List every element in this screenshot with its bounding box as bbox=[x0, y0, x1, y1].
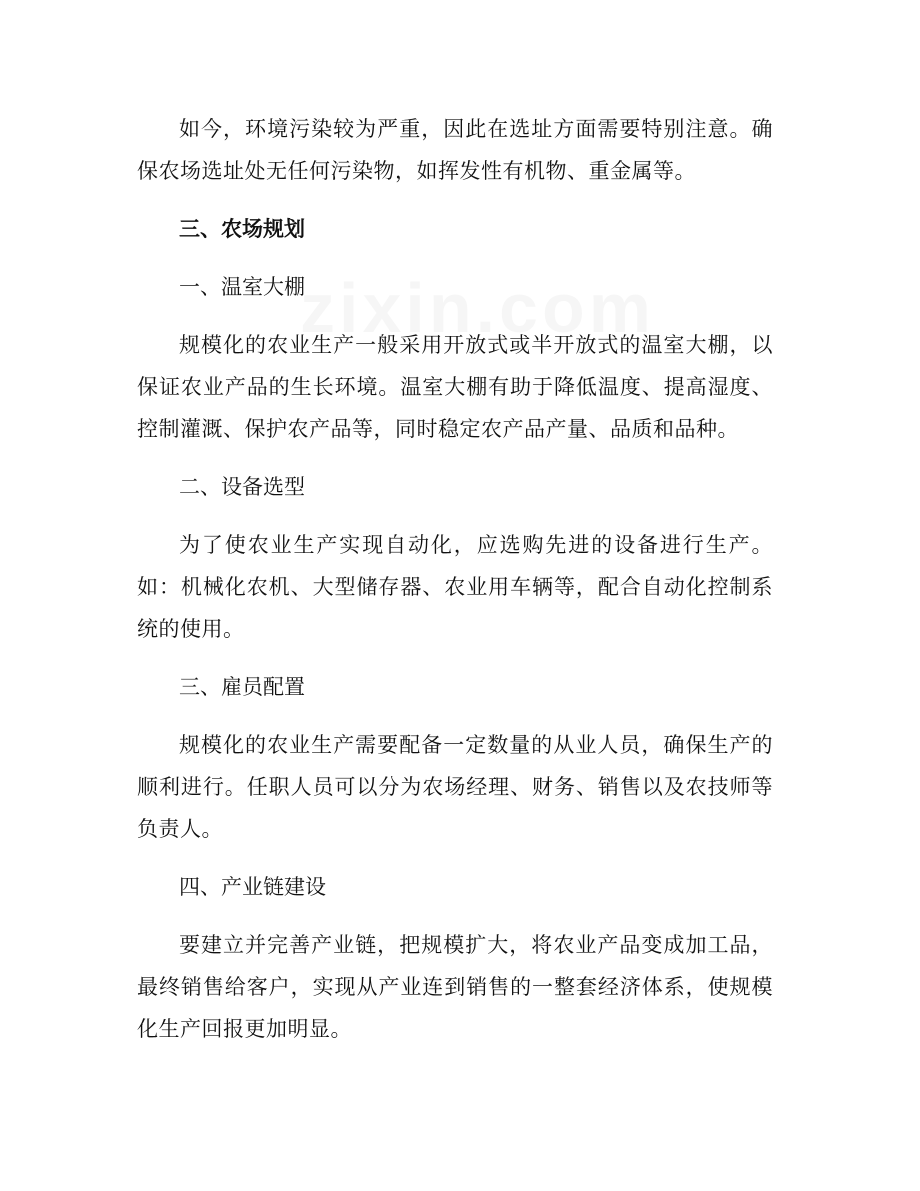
subheading-staffing: 三、雇员配置 bbox=[179, 675, 305, 699]
section-heading-farm-planning: 三、农场规划 bbox=[179, 217, 305, 241]
subheading-greenhouse: 一、温室大棚 bbox=[179, 275, 305, 299]
paragraph-industry-chain: 要建立并完善产业链，把规模扩大，将农业产品变成加工品，最终销售给客户，实现从产业连到销售的一整套经济体系，使规模化生产回报更加明显。 bbox=[137, 933, 773, 1041]
paragraph-site-selection: 如今，环境污染较为严重，因此在选址方面需要特别注意。确保农场选址处无任何污染物，如挥发性有机物、重金属等。 bbox=[137, 117, 773, 183]
subheading-industry-chain: 四、产业链建设 bbox=[179, 875, 326, 899]
paragraph-gap bbox=[137, 908, 773, 924]
paragraph-gap bbox=[137, 850, 773, 866]
subheading-equipment: 二、设备选型 bbox=[179, 475, 305, 499]
paragraph-gap bbox=[137, 508, 773, 524]
paragraph-equipment: 为了使农业生产实现自动化，应选购先进的设备进行生产。如：机械化农机、大型储存器、农业用车辆等，配合自动化控制系统的使用。 bbox=[137, 533, 773, 641]
paragraph-gap bbox=[137, 250, 773, 266]
paragraph-gap bbox=[137, 308, 773, 324]
paragraph-gap bbox=[137, 450, 773, 466]
paragraph-gap bbox=[137, 650, 773, 666]
paragraph-staffing: 规模化的农业生产需要配备一定数量的从业人员，确保生产的顺利进行。任职人员可以分为农场经理、财务、销售以及农技师等负责人。 bbox=[137, 733, 773, 841]
document-body bbox=[137, 108, 773, 1050]
paragraph-gap bbox=[137, 708, 773, 724]
paragraph-greenhouse: 规模化的农业生产一般采用开放式或半开放式的温室大棚，以保证农业产品的生长环境。温室大棚有助于降低温度、提高湿度、控制灌溉、保护农产品等，同时稳定农产品产量、品质和品种。 bbox=[137, 333, 773, 441]
paragraph-gap bbox=[137, 192, 773, 208]
